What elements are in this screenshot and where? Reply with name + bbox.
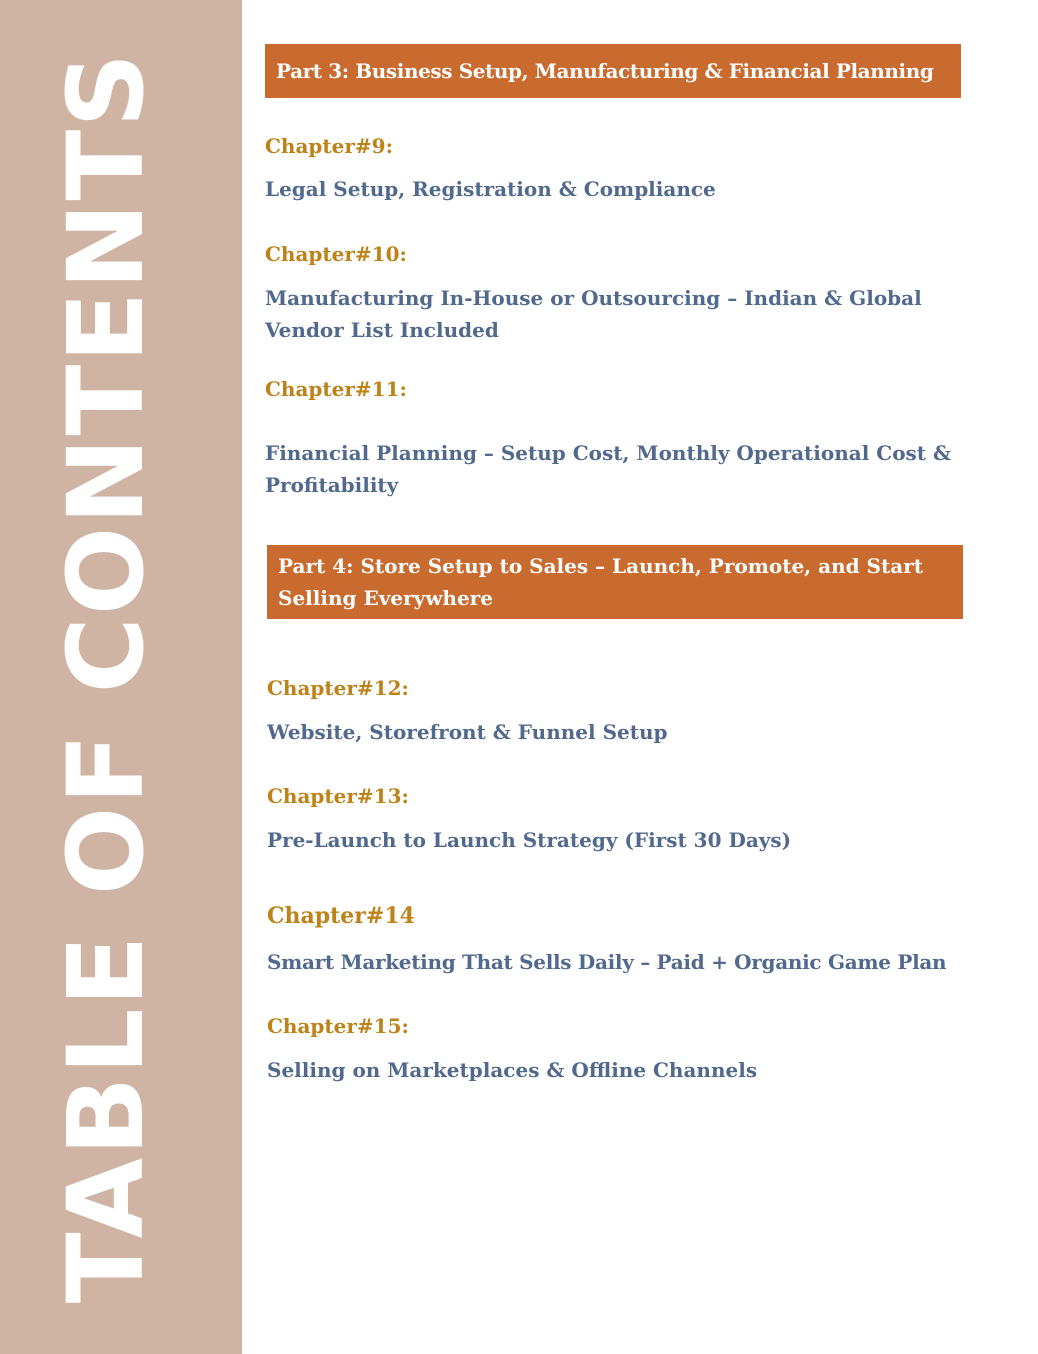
chapter-13-label: Chapter#13:: [267, 784, 409, 808]
chapter-11-title: Financial Planning – Setup Cost, Monthly Operational Cost & Profitability: [265, 441, 952, 497]
chapter-10-label: Chapter#10:: [265, 242, 407, 266]
chapter-12-label: Chapter#12:: [267, 676, 409, 700]
sidebar: [0, 0, 242, 1354]
chapter-12-title: Website, Storefront & Funnel Setup: [267, 720, 668, 744]
chapter-14-title: Smart Marketing That Sells Daily – Paid + Organic Game Plan: [267, 950, 947, 974]
chapter-9-title: Legal Setup, Registration & Compliance: [265, 177, 716, 201]
chapter-11-label: Chapter#11:: [265, 377, 407, 401]
chapter-14-label: Chapter#14: [267, 903, 415, 929]
part-3-banner: Part 3: Business Setup, Manufacturing & Financial Planning: [265, 44, 961, 98]
chapter-13-title: Pre-Launch to Launch Strategy (First 30 Days): [267, 828, 792, 852]
chapter-10-title: Manufacturing In-House or Outsourcing – Indian & Global Vendor List Included: [265, 286, 922, 342]
chapter-15-title: Selling on Marketplaces & Offline Channels: [267, 1058, 758, 1082]
chapter-9-label: Chapter#9:: [265, 134, 393, 158]
part-4-banner: Part 4: Store Setup to Sales – Launch, Promote, and Start Selling Everywhere: [267, 545, 963, 619]
sidebar-title: TABLE OF CONTENTS: [45, 50, 167, 1304]
chapter-15-label: Chapter#15:: [267, 1014, 409, 1038]
